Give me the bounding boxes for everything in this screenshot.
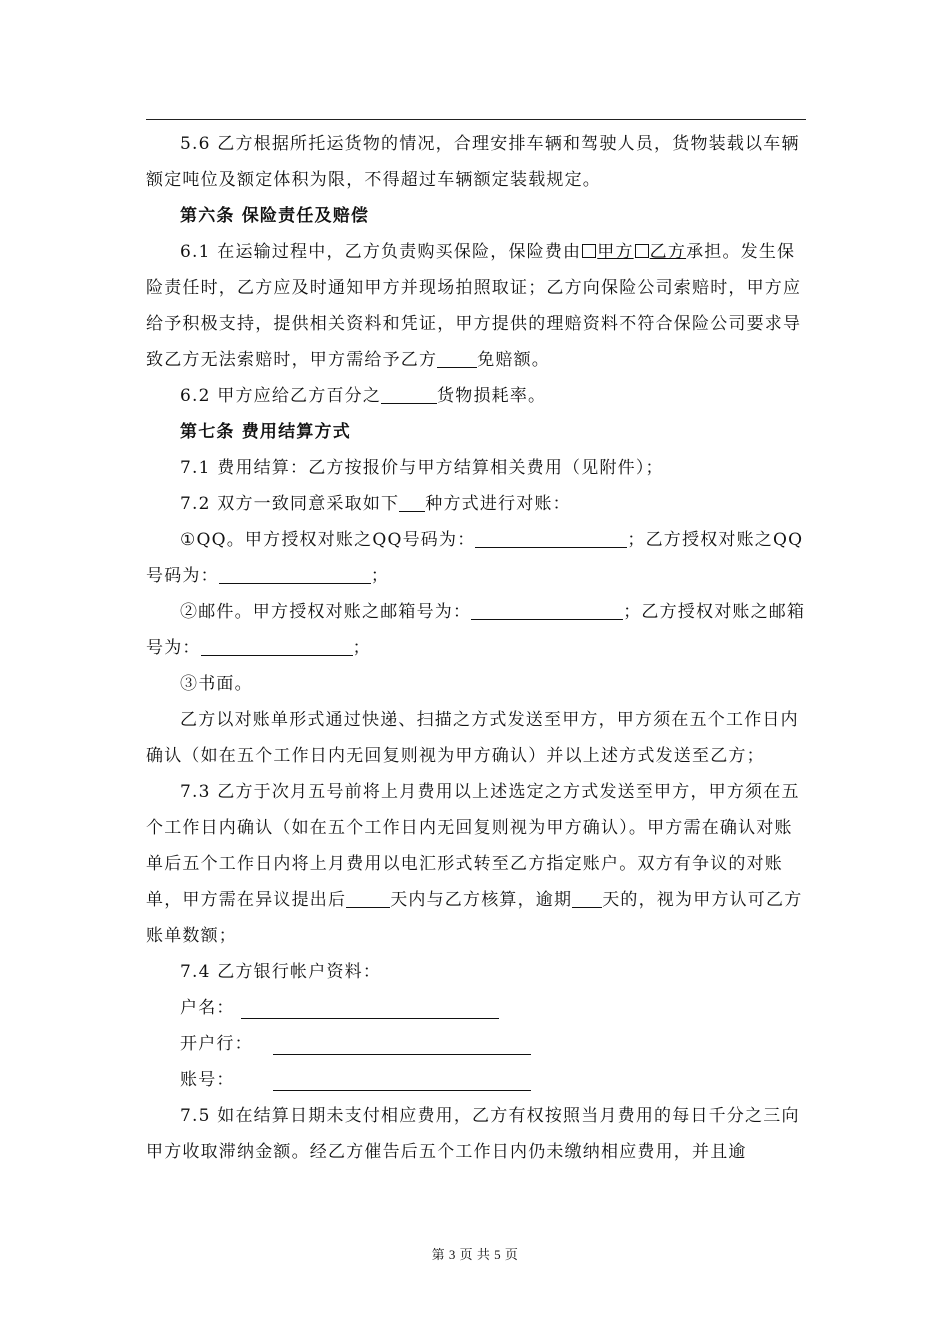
header-rule: [146, 119, 806, 120]
email-text-b: ；乙方授权对账之邮箱号为：: [146, 602, 806, 658]
party-a-qq-blank[interactable]: [475, 527, 627, 548]
confirmation-paragraph: 乙方以对账单形式通过快递、扫描之方式发送至甲方，甲方须在五个工作日内确认（如在五个工作日内无回复则视为甲方确认）并以上述方式发送至乙方；: [146, 710, 799, 766]
option-party-b-label: 乙方: [649, 242, 687, 262]
page-number: 第 3 页 共 5 页: [431, 1247, 519, 1262]
clause-7-3-text-a: 7.3 乙方于次月五号前将上月费用以上述选定之方式发送至甲方，甲方须在五个工作日内确认（如在五个工作日内无回复则视为甲方确认）。甲方需在确认对账单后五个工作日内将上月费用以电汇形式转至乙方指定账户。双方有争议的对账单，甲方需在异议提出后: [146, 782, 800, 910]
document-body: [146, 126, 806, 1170]
overdue-days-blank[interactable]: [572, 887, 602, 908]
clause-7-3: [146, 774, 806, 954]
insurance-payer-options: [581, 242, 686, 262]
bank-account-name-label: 户名：: [180, 998, 235, 1018]
option-qq: [146, 522, 806, 594]
option-paper: ③书面。: [180, 674, 253, 694]
party-b-email-blank[interactable]: [201, 635, 353, 656]
article-7-heading: 第七条 费用结算方式: [180, 422, 351, 442]
clause-6-1-text-c: 免赔额。: [477, 350, 551, 370]
email-text-a: ②邮件。甲方授权对账之邮箱号为：: [180, 602, 472, 622]
article-6-heading: 第六条 保险责任及赔偿: [180, 206, 370, 226]
qq-text-a: ①QQ。甲方授权对账之QQ号码为：: [180, 530, 476, 550]
clause-7-3-text-c: 天的，视为甲方认可乙方账单数额；: [146, 890, 803, 946]
bank-account-name-blank[interactable]: [241, 998, 499, 1019]
clause-7-3-text-b: 天内与乙方核算，逾期: [390, 890, 573, 910]
bank-account-number-label: 账号：: [180, 1070, 235, 1090]
bank-account-name-row: [146, 990, 806, 1026]
deductible-blank[interactable]: [437, 347, 477, 368]
option-party-a-label: 甲方: [597, 242, 634, 262]
method-count-blank[interactable]: [399, 491, 425, 512]
bank-branch-label: 开户行：: [180, 1034, 253, 1054]
option-email: [146, 594, 806, 666]
bank-account-number-row: [146, 1062, 806, 1098]
clause-6-1: [146, 234, 806, 378]
party-a-email-blank[interactable]: [471, 599, 623, 620]
qq-text-b: ；乙方授权对账之QQ号码为：: [146, 530, 804, 586]
clause-5-6: 5.6 乙方根据所托运货物的情况，合理安排车辆和驾驶人员，货物装载以车辆额定吨位及额定体积为限，不得超过车辆额定装载规定。: [146, 134, 800, 190]
email-text-c: ；: [352, 638, 371, 658]
clause-7-4: 7.4 乙方银行帐户资料：: [180, 962, 382, 982]
clause-6-2-text-b: 货物损耗率。: [437, 386, 547, 406]
party-b-qq-blank[interactable]: [219, 563, 371, 584]
qq-text-c: ；: [370, 566, 390, 586]
clause-7-2-text-b: 种方式进行对账：: [425, 494, 571, 514]
clause-7-2-text-a: 7.2 双方一致同意采取如下: [180, 494, 400, 514]
checkbox-party-b[interactable]: [635, 244, 649, 258]
clause-6-1-text-a: 6.1 在运输过程中，乙方负责购买保险，保险费由: [180, 242, 582, 262]
bank-branch-row: [146, 1026, 806, 1062]
dispute-days-blank[interactable]: [346, 887, 390, 908]
clause-7-2: [146, 486, 806, 522]
clause-6-1-text-b: 承担。发生保险责任时，乙方应及时通知甲方并现场拍照取证；乙方向保险公司索赔时，甲方应给予积极支持，提供相关资料和凭证，甲方提供的理赔资料不符合保险公司要求导致乙方无法索赔时，甲方需给予乙方: [146, 242, 802, 370]
bank-account-number-blank[interactable]: [273, 1070, 531, 1091]
clause-6-2: [146, 378, 806, 414]
checkbox-party-a[interactable]: [582, 244, 596, 258]
bank-branch-blank[interactable]: [273, 1034, 531, 1055]
clause-7-1: 7.1 费用结算：乙方按报价与甲方结算相关费用（见附件）；: [180, 458, 664, 478]
clause-7-5: 7.5 如在结算日期未支付相应费用，乙方有权按照当月费用的每日千分之三向甲方收取滞纳金额。经乙方催告后五个工作日内仍未缴纳相应费用，并且逾: [146, 1106, 800, 1162]
clause-6-2-text-a: 6.2 甲方应给乙方百分之: [180, 386, 382, 406]
loss-rate-blank[interactable]: [381, 383, 437, 404]
